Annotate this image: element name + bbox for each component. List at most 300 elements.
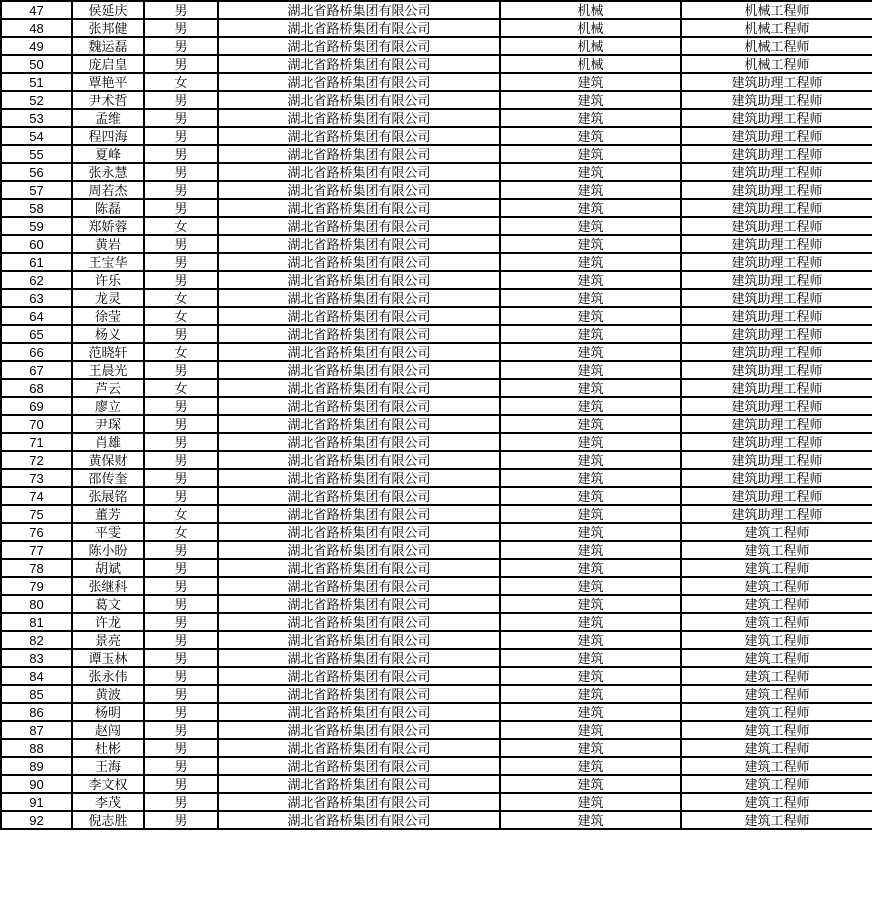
- cell-name[interactable]: 张邦健: [72, 19, 144, 37]
- cell-name[interactable]: 王晨光: [72, 361, 144, 379]
- cell-title[interactable]: 建筑工程师: [681, 559, 872, 577]
- cell-name[interactable]: 张永伟: [72, 667, 144, 685]
- cell-name[interactable]: 胡斌: [72, 559, 144, 577]
- table-row[interactable]: [1, 721, 872, 739]
- cell-name[interactable]: 芦云: [72, 379, 144, 397]
- cell-name[interactable]: 廖立: [72, 397, 144, 415]
- cell-gender[interactable]: 男: [144, 433, 218, 451]
- cell-title[interactable]: 建筑助理工程师: [681, 379, 872, 397]
- cell-category[interactable]: 机械: [500, 37, 681, 55]
- cell-company[interactable]: 湖北省路桥集团有限公司: [218, 559, 500, 577]
- table-row[interactable]: [1, 217, 872, 235]
- cell-row-number[interactable]: 55: [1, 145, 72, 163]
- cell-gender[interactable]: 男: [144, 55, 218, 73]
- cell-title[interactable]: 建筑助理工程师: [681, 73, 872, 91]
- cell-name[interactable]: 魏运磊: [72, 37, 144, 55]
- cell-title[interactable]: 建筑助理工程师: [681, 307, 872, 325]
- cell-name[interactable]: 倪志胜: [72, 811, 144, 829]
- cell-row-number[interactable]: 74: [1, 487, 72, 505]
- cell-row-number[interactable]: 68: [1, 379, 72, 397]
- cell-gender[interactable]: 男: [144, 127, 218, 145]
- cell-row-number[interactable]: 75: [1, 505, 72, 523]
- cell-gender[interactable]: 男: [144, 811, 218, 829]
- cell-name[interactable]: 杨明: [72, 703, 144, 721]
- cell-name[interactable]: 董芳: [72, 505, 144, 523]
- cell-gender[interactable]: 男: [144, 199, 218, 217]
- cell-title[interactable]: 建筑助理工程师: [681, 91, 872, 109]
- cell-row-number[interactable]: 73: [1, 469, 72, 487]
- cell-name[interactable]: 许龙: [72, 613, 144, 631]
- cell-gender[interactable]: 男: [144, 235, 218, 253]
- cell-gender[interactable]: 男: [144, 325, 218, 343]
- table-row[interactable]: [1, 739, 872, 757]
- table-row[interactable]: [1, 73, 872, 91]
- cell-company[interactable]: 湖北省路桥集团有限公司: [218, 415, 500, 433]
- cell-category[interactable]: 建筑: [500, 361, 681, 379]
- cell-category[interactable]: 建筑: [500, 379, 681, 397]
- cell-category[interactable]: 建筑: [500, 307, 681, 325]
- cell-company[interactable]: 湖北省路桥集团有限公司: [218, 289, 500, 307]
- cell-gender[interactable]: 女: [144, 343, 218, 361]
- cell-row-number[interactable]: 47: [1, 1, 72, 19]
- cell-gender[interactable]: 男: [144, 739, 218, 757]
- cell-row-number[interactable]: 65: [1, 325, 72, 343]
- cell-gender[interactable]: 男: [144, 19, 218, 37]
- cell-company[interactable]: 湖北省路桥集团有限公司: [218, 523, 500, 541]
- cell-category[interactable]: 建筑: [500, 595, 681, 613]
- cell-company[interactable]: 湖北省路桥集团有限公司: [218, 469, 500, 487]
- cell-gender[interactable]: 男: [144, 793, 218, 811]
- cell-gender[interactable]: 男: [144, 181, 218, 199]
- cell-name[interactable]: 覃艳平: [72, 73, 144, 91]
- cell-category[interactable]: 建筑: [500, 541, 681, 559]
- cell-gender[interactable]: 女: [144, 307, 218, 325]
- table-row[interactable]: [1, 811, 872, 829]
- cell-name[interactable]: 张展铭: [72, 487, 144, 505]
- cell-title[interactable]: 建筑工程师: [681, 577, 872, 595]
- table-row[interactable]: [1, 487, 872, 505]
- cell-company[interactable]: 湖北省路桥集团有限公司: [218, 487, 500, 505]
- cell-category[interactable]: 建筑: [500, 199, 681, 217]
- cell-category[interactable]: 建筑: [500, 289, 681, 307]
- cell-row-number[interactable]: 89: [1, 757, 72, 775]
- cell-category[interactable]: 机械: [500, 1, 681, 19]
- cell-company[interactable]: 湖北省路桥集团有限公司: [218, 649, 500, 667]
- cell-company[interactable]: 湖北省路桥集团有限公司: [218, 811, 500, 829]
- cell-title[interactable]: 建筑助理工程师: [681, 271, 872, 289]
- cell-category[interactable]: 建筑: [500, 181, 681, 199]
- cell-gender[interactable]: 男: [144, 415, 218, 433]
- cell-company[interactable]: 湖北省路桥集团有限公司: [218, 451, 500, 469]
- cell-title[interactable]: 建筑助理工程师: [681, 415, 872, 433]
- cell-name[interactable]: 葛文: [72, 595, 144, 613]
- cell-gender[interactable]: 男: [144, 649, 218, 667]
- cell-row-number[interactable]: 80: [1, 595, 72, 613]
- table-row[interactable]: [1, 451, 872, 469]
- cell-company[interactable]: 湖北省路桥集团有限公司: [218, 91, 500, 109]
- cell-gender[interactable]: 男: [144, 397, 218, 415]
- cell-name[interactable]: 周若杰: [72, 181, 144, 199]
- cell-gender[interactable]: 男: [144, 685, 218, 703]
- table-row[interactable]: [1, 271, 872, 289]
- table-row[interactable]: [1, 775, 872, 793]
- cell-category[interactable]: 建筑: [500, 109, 681, 127]
- cell-company[interactable]: 湖北省路桥集团有限公司: [218, 631, 500, 649]
- cell-company[interactable]: 湖北省路桥集团有限公司: [218, 613, 500, 631]
- cell-name[interactable]: 黄岩: [72, 235, 144, 253]
- cell-name[interactable]: 赵闯: [72, 721, 144, 739]
- table-row[interactable]: [1, 559, 872, 577]
- table-row[interactable]: [1, 757, 872, 775]
- cell-name[interactable]: 侯延庆: [72, 1, 144, 19]
- table-row[interactable]: [1, 181, 872, 199]
- cell-title[interactable]: 建筑助理工程师: [681, 199, 872, 217]
- cell-row-number[interactable]: 78: [1, 559, 72, 577]
- cell-category[interactable]: 建筑: [500, 415, 681, 433]
- cell-title[interactable]: 机械工程师: [681, 55, 872, 73]
- cell-company[interactable]: 湖北省路桥集团有限公司: [218, 667, 500, 685]
- cell-row-number[interactable]: 87: [1, 721, 72, 739]
- table-row[interactable]: [1, 379, 872, 397]
- cell-title[interactable]: 建筑工程师: [681, 811, 872, 829]
- cell-title[interactable]: 机械工程师: [681, 19, 872, 37]
- cell-title[interactable]: 建筑助理工程师: [681, 109, 872, 127]
- table-row[interactable]: [1, 523, 872, 541]
- cell-company[interactable]: 湖北省路桥集团有限公司: [218, 703, 500, 721]
- cell-category[interactable]: 建筑: [500, 811, 681, 829]
- cell-row-number[interactable]: 60: [1, 235, 72, 253]
- cell-company[interactable]: 湖北省路桥集团有限公司: [218, 145, 500, 163]
- table-row[interactable]: [1, 361, 872, 379]
- table-row[interactable]: [1, 253, 872, 271]
- cell-title[interactable]: 建筑工程师: [681, 595, 872, 613]
- cell-row-number[interactable]: 67: [1, 361, 72, 379]
- cell-gender[interactable]: 男: [144, 631, 218, 649]
- cell-category[interactable]: 建筑: [500, 703, 681, 721]
- cell-gender[interactable]: 女: [144, 379, 218, 397]
- cell-company[interactable]: 湖北省路桥集团有限公司: [218, 127, 500, 145]
- cell-company[interactable]: 湖北省路桥集团有限公司: [218, 739, 500, 757]
- cell-category[interactable]: 建筑: [500, 613, 681, 631]
- cell-row-number[interactable]: 70: [1, 415, 72, 433]
- cell-category[interactable]: 建筑: [500, 757, 681, 775]
- table-row[interactable]: [1, 145, 872, 163]
- cell-row-number[interactable]: 54: [1, 127, 72, 145]
- cell-title[interactable]: 建筑工程师: [681, 541, 872, 559]
- table-row[interactable]: [1, 55, 872, 73]
- cell-title[interactable]: 建筑工程师: [681, 721, 872, 739]
- cell-category[interactable]: 建筑: [500, 559, 681, 577]
- cell-company[interactable]: 湖北省路桥集团有限公司: [218, 199, 500, 217]
- cell-category[interactable]: 建筑: [500, 739, 681, 757]
- table-row[interactable]: [1, 91, 872, 109]
- table-row[interactable]: [1, 469, 872, 487]
- cell-name[interactable]: 平雯: [72, 523, 144, 541]
- cell-gender[interactable]: 男: [144, 559, 218, 577]
- cell-title[interactable]: 建筑工程师: [681, 793, 872, 811]
- table-row[interactable]: [1, 325, 872, 343]
- cell-title[interactable]: 建筑助理工程师: [681, 433, 872, 451]
- cell-title[interactable]: 建筑助理工程师: [681, 325, 872, 343]
- cell-title[interactable]: 建筑助理工程师: [681, 181, 872, 199]
- cell-gender[interactable]: 男: [144, 667, 218, 685]
- cell-row-number[interactable]: 59: [1, 217, 72, 235]
- cell-name[interactable]: 杜彬: [72, 739, 144, 757]
- cell-name[interactable]: 王海: [72, 757, 144, 775]
- table-row[interactable]: [1, 613, 872, 631]
- cell-company[interactable]: 湖北省路桥集团有限公司: [218, 163, 500, 181]
- cell-row-number[interactable]: 57: [1, 181, 72, 199]
- cell-gender[interactable]: 男: [144, 487, 218, 505]
- cell-category[interactable]: 建筑: [500, 145, 681, 163]
- cell-title[interactable]: 建筑工程师: [681, 613, 872, 631]
- cell-company[interactable]: 湖北省路桥集团有限公司: [218, 775, 500, 793]
- table-row[interactable]: [1, 289, 872, 307]
- cell-name[interactable]: 许乐: [72, 271, 144, 289]
- cell-title[interactable]: 建筑助理工程师: [681, 163, 872, 181]
- cell-title[interactable]: 建筑工程师: [681, 667, 872, 685]
- cell-title[interactable]: 建筑助理工程师: [681, 469, 872, 487]
- cell-title[interactable]: 建筑工程师: [681, 703, 872, 721]
- cell-company[interactable]: 湖北省路桥集团有限公司: [218, 73, 500, 91]
- cell-title[interactable]: 建筑助理工程师: [681, 397, 872, 415]
- cell-company[interactable]: 湖北省路桥集团有限公司: [218, 1, 500, 19]
- cell-title[interactable]: 建筑助理工程师: [681, 487, 872, 505]
- cell-category[interactable]: 建筑: [500, 523, 681, 541]
- cell-company[interactable]: 湖北省路桥集团有限公司: [218, 253, 500, 271]
- cell-category[interactable]: 建筑: [500, 721, 681, 739]
- table-row[interactable]: [1, 19, 872, 37]
- table-row[interactable]: [1, 109, 872, 127]
- cell-company[interactable]: 湖北省路桥集团有限公司: [218, 55, 500, 73]
- cell-company[interactable]: 湖北省路桥集团有限公司: [218, 271, 500, 289]
- cell-company[interactable]: 湖北省路桥集团有限公司: [218, 505, 500, 523]
- cell-title[interactable]: 建筑助理工程师: [681, 235, 872, 253]
- cell-category[interactable]: 建筑: [500, 343, 681, 361]
- cell-company[interactable]: 湖北省路桥集团有限公司: [218, 19, 500, 37]
- cell-title[interactable]: 建筑助理工程师: [681, 127, 872, 145]
- cell-row-number[interactable]: 77: [1, 541, 72, 559]
- cell-company[interactable]: 湖北省路桥集团有限公司: [218, 361, 500, 379]
- cell-company[interactable]: 湖北省路桥集团有限公司: [218, 379, 500, 397]
- cell-category[interactable]: 建筑: [500, 487, 681, 505]
- cell-name[interactable]: 陈磊: [72, 199, 144, 217]
- cell-name[interactable]: 龙灵: [72, 289, 144, 307]
- cell-row-number[interactable]: 72: [1, 451, 72, 469]
- cell-company[interactable]: 湖北省路桥集团有限公司: [218, 109, 500, 127]
- cell-name[interactable]: 夏峰: [72, 145, 144, 163]
- cell-category[interactable]: 建筑: [500, 397, 681, 415]
- cell-gender[interactable]: 男: [144, 1, 218, 19]
- cell-row-number[interactable]: 58: [1, 199, 72, 217]
- cell-company[interactable]: 湖北省路桥集团有限公司: [218, 325, 500, 343]
- cell-category[interactable]: 建筑: [500, 127, 681, 145]
- table-row[interactable]: [1, 631, 872, 649]
- cell-company[interactable]: 湖北省路桥集团有限公司: [218, 685, 500, 703]
- cell-name[interactable]: 黄波: [72, 685, 144, 703]
- cell-row-number[interactable]: 81: [1, 613, 72, 631]
- cell-category[interactable]: 建筑: [500, 667, 681, 685]
- cell-company[interactable]: 湖北省路桥集团有限公司: [218, 595, 500, 613]
- cell-title[interactable]: 建筑工程师: [681, 775, 872, 793]
- cell-name[interactable]: 徐莹: [72, 307, 144, 325]
- cell-category[interactable]: 建筑: [500, 163, 681, 181]
- cell-company[interactable]: 湖北省路桥集团有限公司: [218, 757, 500, 775]
- cell-name[interactable]: 孟维: [72, 109, 144, 127]
- cell-row-number[interactable]: 61: [1, 253, 72, 271]
- cell-gender[interactable]: 男: [144, 595, 218, 613]
- cell-gender[interactable]: 男: [144, 451, 218, 469]
- cell-category[interactable]: 建筑: [500, 217, 681, 235]
- cell-company[interactable]: 湖北省路桥集团有限公司: [218, 235, 500, 253]
- cell-category[interactable]: 建筑: [500, 631, 681, 649]
- table-row[interactable]: [1, 307, 872, 325]
- cell-gender[interactable]: 男: [144, 253, 218, 271]
- cell-row-number[interactable]: 56: [1, 163, 72, 181]
- cell-row-number[interactable]: 64: [1, 307, 72, 325]
- cell-title[interactable]: 机械工程师: [681, 37, 872, 55]
- cell-name[interactable]: 邵传奎: [72, 469, 144, 487]
- cell-row-number[interactable]: 86: [1, 703, 72, 721]
- cell-gender[interactable]: 男: [144, 145, 218, 163]
- cell-title[interactable]: 建筑工程师: [681, 685, 872, 703]
- cell-gender[interactable]: 男: [144, 721, 218, 739]
- table-row[interactable]: [1, 667, 872, 685]
- table-row[interactable]: [1, 163, 872, 181]
- cell-row-number[interactable]: 49: [1, 37, 72, 55]
- cell-gender[interactable]: 男: [144, 775, 218, 793]
- cell-title[interactable]: 建筑工程师: [681, 631, 872, 649]
- cell-gender[interactable]: 男: [144, 469, 218, 487]
- cell-title[interactable]: 建筑助理工程师: [681, 343, 872, 361]
- cell-name[interactable]: 黄保财: [72, 451, 144, 469]
- cell-row-number[interactable]: 63: [1, 289, 72, 307]
- cell-category[interactable]: 建筑: [500, 775, 681, 793]
- table-row[interactable]: [1, 793, 872, 811]
- table-row[interactable]: [1, 649, 872, 667]
- cell-name[interactable]: 庞启皇: [72, 55, 144, 73]
- cell-title[interactable]: 建筑助理工程师: [681, 145, 872, 163]
- cell-category[interactable]: 建筑: [500, 235, 681, 253]
- cell-row-number[interactable]: 53: [1, 109, 72, 127]
- cell-name[interactable]: 程四海: [72, 127, 144, 145]
- cell-gender[interactable]: 男: [144, 577, 218, 595]
- cell-gender[interactable]: 男: [144, 271, 218, 289]
- cell-row-number[interactable]: 79: [1, 577, 72, 595]
- table-row[interactable]: [1, 685, 872, 703]
- cell-title[interactable]: 建筑工程师: [681, 523, 872, 541]
- cell-name[interactable]: 肖雄: [72, 433, 144, 451]
- table-row[interactable]: [1, 235, 872, 253]
- cell-title[interactable]: 机械工程师: [681, 1, 872, 19]
- table-row[interactable]: [1, 703, 872, 721]
- cell-name[interactable]: 尹术哲: [72, 91, 144, 109]
- cell-gender[interactable]: 男: [144, 91, 218, 109]
- table-row[interactable]: [1, 505, 872, 523]
- cell-name[interactable]: 张永慧: [72, 163, 144, 181]
- cell-row-number[interactable]: 69: [1, 397, 72, 415]
- cell-category[interactable]: 机械: [500, 19, 681, 37]
- cell-category[interactable]: 建筑: [500, 577, 681, 595]
- table-row[interactable]: [1, 541, 872, 559]
- cell-row-number[interactable]: 83: [1, 649, 72, 667]
- cell-row-number[interactable]: 82: [1, 631, 72, 649]
- cell-company[interactable]: 湖北省路桥集团有限公司: [218, 343, 500, 361]
- cell-row-number[interactable]: 62: [1, 271, 72, 289]
- cell-company[interactable]: 湖北省路桥集团有限公司: [218, 217, 500, 235]
- cell-name[interactable]: 谭玉林: [72, 649, 144, 667]
- table-row[interactable]: [1, 595, 872, 613]
- cell-row-number[interactable]: 88: [1, 739, 72, 757]
- cell-gender[interactable]: 男: [144, 163, 218, 181]
- cell-gender[interactable]: 女: [144, 505, 218, 523]
- cell-row-number[interactable]: 50: [1, 55, 72, 73]
- cell-row-number[interactable]: 92: [1, 811, 72, 829]
- cell-category[interactable]: 机械: [500, 55, 681, 73]
- cell-company[interactable]: 湖北省路桥集团有限公司: [218, 577, 500, 595]
- table-row[interactable]: [1, 433, 872, 451]
- cell-title[interactable]: 建筑工程师: [681, 757, 872, 775]
- cell-name[interactable]: 范晓轩: [72, 343, 144, 361]
- cell-row-number[interactable]: 66: [1, 343, 72, 361]
- cell-gender[interactable]: 男: [144, 109, 218, 127]
- table-row[interactable]: [1, 1, 872, 19]
- cell-company[interactable]: 湖北省路桥集团有限公司: [218, 433, 500, 451]
- cell-category[interactable]: 建筑: [500, 91, 681, 109]
- cell-name[interactable]: 张继科: [72, 577, 144, 595]
- cell-category[interactable]: 建筑: [500, 793, 681, 811]
- cell-row-number[interactable]: 76: [1, 523, 72, 541]
- cell-gender[interactable]: 男: [144, 541, 218, 559]
- cell-category[interactable]: 建筑: [500, 451, 681, 469]
- cell-category[interactable]: 建筑: [500, 433, 681, 451]
- table-row[interactable]: [1, 37, 872, 55]
- cell-name[interactable]: 尹琛: [72, 415, 144, 433]
- cell-gender[interactable]: 男: [144, 361, 218, 379]
- cell-company[interactable]: 湖北省路桥集团有限公司: [218, 37, 500, 55]
- cell-company[interactable]: 湖北省路桥集团有限公司: [218, 541, 500, 559]
- cell-gender[interactable]: 男: [144, 757, 218, 775]
- cell-title[interactable]: 建筑助理工程师: [681, 451, 872, 469]
- cell-row-number[interactable]: 91: [1, 793, 72, 811]
- cell-name[interactable]: 景亮: [72, 631, 144, 649]
- cell-gender[interactable]: 男: [144, 613, 218, 631]
- cell-category[interactable]: 建筑: [500, 325, 681, 343]
- cell-name[interactable]: 杨义: [72, 325, 144, 343]
- cell-title[interactable]: 建筑助理工程师: [681, 217, 872, 235]
- cell-company[interactable]: 湖北省路桥集团有限公司: [218, 181, 500, 199]
- cell-name[interactable]: 李文权: [72, 775, 144, 793]
- cell-company[interactable]: 湖北省路桥集团有限公司: [218, 307, 500, 325]
- cell-row-number[interactable]: 84: [1, 667, 72, 685]
- table-row[interactable]: [1, 397, 872, 415]
- table-row[interactable]: [1, 127, 872, 145]
- cell-name[interactable]: 王宝华: [72, 253, 144, 271]
- cell-title[interactable]: 建筑工程师: [681, 649, 872, 667]
- cell-gender[interactable]: 女: [144, 73, 218, 91]
- cell-row-number[interactable]: 90: [1, 775, 72, 793]
- cell-name[interactable]: 李茂: [72, 793, 144, 811]
- table-row[interactable]: [1, 343, 872, 361]
- cell-category[interactable]: 建筑: [500, 685, 681, 703]
- cell-gender[interactable]: 女: [144, 217, 218, 235]
- cell-name[interactable]: 郑娇蓉: [72, 217, 144, 235]
- cell-gender[interactable]: 男: [144, 37, 218, 55]
- cell-gender[interactable]: 男: [144, 703, 218, 721]
- cell-category[interactable]: 建筑: [500, 469, 681, 487]
- cell-gender[interactable]: 女: [144, 523, 218, 541]
- cell-category[interactable]: 建筑: [500, 253, 681, 271]
